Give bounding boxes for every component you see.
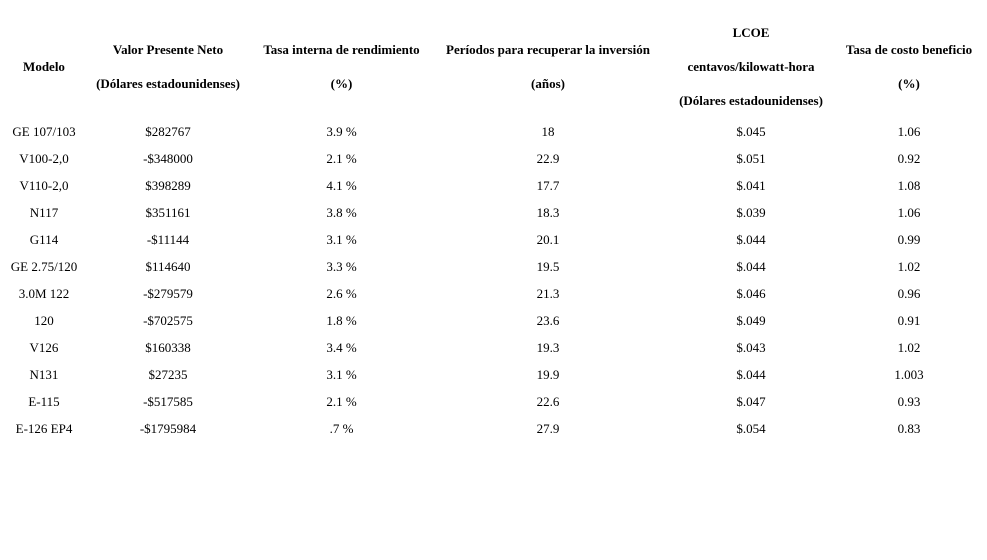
cell-lcoe: $.051 [736,150,766,166]
cell-payback: 23.6 [536,312,560,328]
cell-npv: $398289 [145,177,191,193]
cell-payback: 18 [541,123,555,139]
cell-npv: $282767 [145,123,191,139]
cell-irr: 2.1 % [326,393,357,409]
cell-irr: 3.3 % [326,258,357,274]
cell-model: N117 [29,204,59,220]
cell-lcoe: $.046 [736,285,766,301]
table-row [5,199,982,226]
cell-model: 120 [34,312,54,328]
cell-payback: 22.9 [536,150,560,166]
cell-npv: $114640 [145,258,191,274]
cell-bcr: 0.83 [897,420,921,436]
header-lcoe-title: LCOE [732,24,770,40]
cell-lcoe: $.054 [736,420,766,436]
header-lcoe-currency: (Dólares estadounidenses) [679,92,823,108]
cell-lcoe: $.049 [736,312,766,328]
header-row [5,14,982,118]
cell-model: GE 2.75/120 [10,258,78,274]
cell-model: GE 107/103 [12,123,76,139]
table-row [5,388,982,415]
header-model [5,14,83,118]
cell-irr: .7 % [329,420,354,436]
table-row [5,226,982,253]
cell-irr: 3.1 % [326,231,357,247]
cell-lcoe: $.041 [736,177,766,193]
cell-irr: 1.8 % [326,312,357,328]
cell-payback: 19.9 [536,366,560,382]
cell-model: V100-2,0 [19,150,69,166]
cell-model: V126 [29,339,59,355]
table-row [5,145,982,172]
header-npv-title: Valor Presente Neto [112,41,224,57]
table-row [5,334,982,361]
cell-lcoe: $.044 [736,231,766,247]
cell-payback: 20.1 [536,231,560,247]
cell-npv: -$279579 [143,285,193,301]
header-payback-unit: (años) [531,75,565,91]
cell-model: N131 [29,366,59,382]
cell-payback: 19.3 [536,339,560,355]
cell-npv: $351161 [145,204,191,220]
cell-lcoe: $.044 [736,258,766,274]
cell-irr: 3.1 % [326,366,357,382]
cell-irr: 3.9 % [326,123,357,139]
table-row [5,280,982,307]
cell-lcoe: $.043 [736,339,766,355]
cell-bcr: 0.93 [897,393,921,409]
cell-bcr: 1.06 [897,123,921,139]
cell-payback: 19.5 [536,258,560,274]
cell-npv: -$517585 [143,393,193,409]
cell-payback: 17.7 [536,177,560,193]
cell-bcr: 0.92 [897,150,921,166]
cell-bcr: 1.08 [897,177,921,193]
cell-model: 3.0M 122 [18,285,70,301]
table-body [5,118,982,442]
cell-npv: -$348000 [143,150,193,166]
cell-bcr: 0.91 [897,312,921,328]
cell-irr: 3.4 % [326,339,357,355]
header-model-label: Modelo [23,58,65,74]
cell-irr: 3.8 % [326,204,357,220]
table-row [5,415,982,442]
header-lcoe [666,14,836,118]
cell-npv: $27235 [148,366,188,382]
cell-lcoe: $.044 [736,366,766,382]
cell-irr: 2.1 % [326,150,357,166]
cell-bcr: 1.02 [897,339,921,355]
cell-payback: 21.3 [536,285,560,301]
cell-npv: -$1795984 [139,420,197,436]
table-row [5,253,982,280]
header-bcr [836,14,982,118]
cell-npv: $160338 [145,339,191,355]
cell-lcoe: $.047 [736,393,766,409]
header-irr-unit: (%) [330,75,353,91]
header-payback-title: Períodos para recuperar la inversión [446,41,650,57]
header-bcr-unit: (%) [898,75,920,91]
cell-model: G114 [29,231,59,247]
cell-npv: -$702575 [143,312,193,328]
cell-lcoe: $.045 [736,123,766,139]
cell-bcr: 1.02 [897,258,921,274]
header-npv-unit: (Dólares estadounidenses) [96,75,240,91]
table-row [5,118,982,145]
table-row [5,307,982,334]
economic-comparison-table [5,14,982,442]
table-header [5,14,982,118]
header-bcr-title: Tasa de costo beneficio [845,41,973,57]
cell-bcr: 1.06 [897,204,921,220]
cell-payback: 18.3 [536,204,560,220]
header-lcoe-unit: centavos/kilowatt-hora [687,58,815,74]
cell-bcr: 1.003 [894,366,924,382]
table-row [5,361,982,388]
header-irr-title: Tasa interna de rendimiento [263,41,420,57]
header-payback [430,14,666,118]
cell-payback: 22.6 [536,393,560,409]
cell-model: V110-2,0 [19,177,69,193]
cell-lcoe: $.039 [736,204,766,220]
cell-bcr: 0.96 [897,285,921,301]
cell-bcr: 0.99 [897,231,921,247]
table-row [5,172,982,199]
cell-irr: 2.6 % [326,285,357,301]
header-npv [83,14,253,118]
cell-model: E-115 [28,393,60,409]
cell-npv: -$11144 [146,231,190,247]
cell-irr: 4.1 % [326,177,357,193]
cell-payback: 27.9 [536,420,560,436]
header-irr [253,14,430,118]
cell-model: E-126 EP4 [15,420,73,436]
